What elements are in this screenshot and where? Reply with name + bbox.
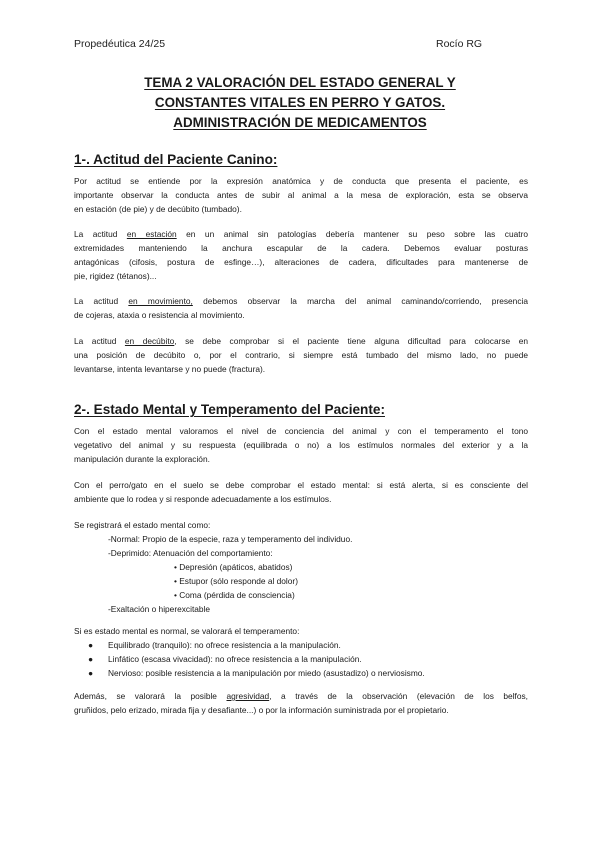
text-line: en estación (de pie) y de decúbito (tumbado). (74, 204, 242, 214)
paragraph (74, 689, 528, 717)
list-item (74, 638, 528, 652)
text-line (74, 334, 528, 348)
list-item: -Normal: Propio de la especie, raza y temperamento del individuo. (108, 534, 353, 544)
header-author: Rocío RG (436, 38, 483, 50)
text-line: pie, rigidez (tétanos)... (74, 271, 157, 281)
bullet-icon: ● (88, 654, 94, 664)
text-line: extremidades manteniendo la anchura escapular de la cadera. Debemos evaluar posturas (74, 243, 528, 253)
text-line: Con el estado mental valoramos el nivel de conciencia del animal y con el temperamento el tono (74, 426, 528, 436)
text: , se debe comprobar si el paciente tiene alguna dificultad para colocarse en (174, 336, 528, 346)
list-item-text: Linfático (escasa vivacidad): no ofrece resistencia a la manipulación. (108, 654, 362, 664)
text: La actitud (74, 229, 127, 239)
paragraph (74, 478, 528, 506)
mental-state-list (74, 518, 528, 616)
text: , a través de la observación (elevación de los belfos, (269, 691, 528, 701)
text: La actitud (74, 336, 125, 346)
text: en un animal sin patologías debería mantener su peso sobre las cuatro (176, 229, 528, 239)
text-line: una posición de decúbito o, por el contrario, si siempre está tumbado del mismo lado, no puede (74, 350, 528, 360)
list-item: -Deprimido: Atenuación del comportamiento: (108, 548, 273, 558)
list-item: -Exaltación o hiperexcitable (108, 604, 211, 614)
list-intro: Se registrará el estado mental como: (74, 520, 211, 530)
sub-list-item: • Coma (pérdida de consciencia) (174, 590, 295, 600)
text-line: Con el perro/gato en el suelo se debe comprobar el estado mental: si está alerta, si es consciente del (74, 480, 528, 490)
sub-list-item: • Estupor (sólo responde al dolor) (174, 576, 298, 586)
text-line: vegetativo del animal y su respuesta (equilibrada o no) a los estímulos normales del exterior y a la (74, 440, 528, 450)
header-course: Propedéutica 24/25 (74, 38, 166, 50)
paragraph (74, 174, 528, 216)
title-line: TEMA 2 VALORACIÓN DEL ESTADO GENERAL Y (144, 75, 456, 90)
section-heading-actitud: 1-. Actitud del Paciente Canino: (74, 152, 278, 167)
text-line (74, 689, 528, 703)
list-item (74, 666, 528, 680)
paragraph (74, 227, 528, 283)
text-line (74, 294, 528, 308)
section-heading-estado-mental: 2-. Estado Mental y Temperamento del Paciente: (74, 402, 385, 417)
text-line: levantarse, intenta levantarse y no puede (fractura). (74, 364, 266, 374)
page-title (60, 73, 540, 133)
term-en-estacion: en estación (126, 229, 177, 239)
bullet-icon: ● (88, 640, 94, 650)
list-intro: Si es estado mental es normal, se valorará el temperamento: (74, 626, 300, 636)
sub-list-item: • Depresión (apáticos, abatidos) (174, 562, 293, 572)
list-item (74, 652, 528, 666)
paragraph (74, 424, 528, 466)
text-line: de cojeras, ataxia o resistencia al movimiento. (74, 310, 245, 320)
text-line: ambiente que lo rodea y si responde adecuadamente a los estímulos. (74, 494, 332, 504)
title-line: CONSTANTES VITALES EN PERRO Y GATOS. (154, 95, 446, 110)
term-agresividad: agresividad (226, 691, 270, 701)
temperament-list (74, 624, 528, 680)
term-en-decubito: en decúbito (124, 336, 175, 346)
text: Además, se valorará la posible (74, 691, 227, 701)
text-line: gruñidos, pelo erizado, mirada fija y desafiante...) o por la información suministrada por el propietario. (74, 705, 449, 715)
text-line: manipulación durante la exploración. (74, 454, 210, 464)
text: La actitud (74, 296, 129, 306)
paragraph (74, 294, 528, 322)
list-item-text: Nervioso: posible resistencia a la manipulación por miedo (asustadizo) o nerviosismo. (108, 668, 425, 678)
text-line: antagónicas (cifosis, postura de esfinge…), alteraciones de cadera, dificultades para mantenerse de (74, 257, 528, 267)
paragraph (74, 334, 528, 376)
text-line: importante observar la conducta antes de subir al animal a la mesa de exploración, esta se observa (74, 190, 528, 200)
title-line: ADMINISTRACIÓN DE MEDICAMENTOS (173, 115, 427, 130)
term-en-movimiento: en movimiento, (128, 296, 193, 306)
text: debemos observar la marcha del animal caminando/corriendo, presencia (192, 296, 528, 306)
text-line: Por actitud se entiende por la expresión anatómica y de conducta que presenta el paciente, es (74, 176, 528, 186)
list-item-text: Equilibrado (tranquilo): no ofrece resistencia a la manipulación. (108, 640, 341, 650)
text-line (74, 227, 528, 241)
bullet-icon: ● (88, 668, 94, 678)
